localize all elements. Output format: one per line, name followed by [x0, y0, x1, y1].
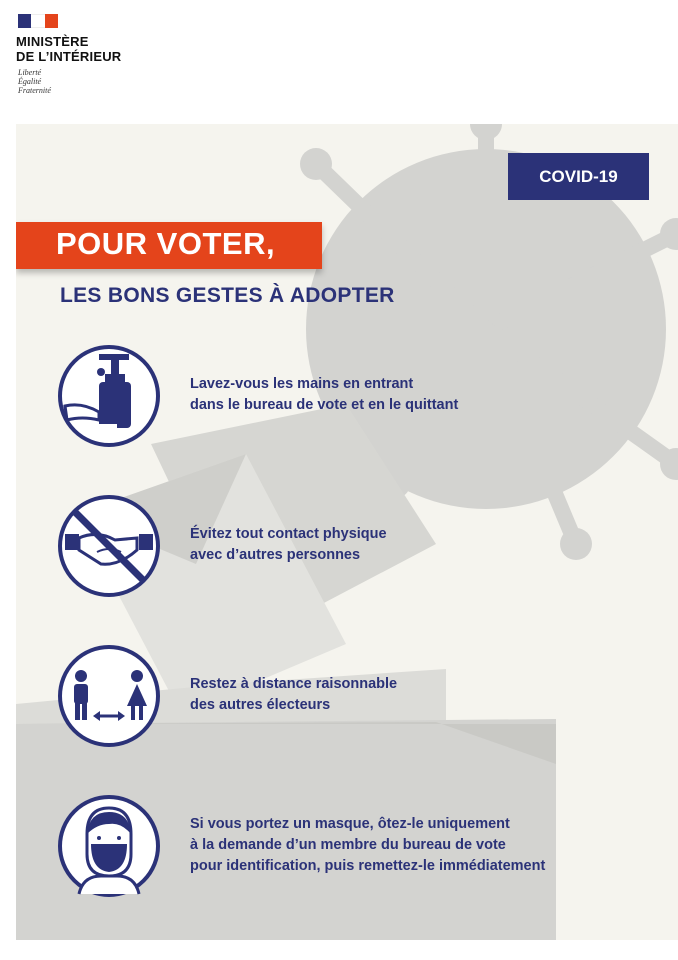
covid-badge: COVID-19: [508, 153, 649, 200]
french-flag-logo: [18, 14, 58, 28]
gesture-text-3: Restez à distance raisonnable des autres électeurs: [190, 676, 398, 713]
motto-line2: Égalité: [18, 77, 42, 86]
poster: [16, 124, 678, 940]
ministry-line1: MINISTÈRE: [16, 34, 89, 49]
ministry-line2: DE L’INTÉRIEUR: [16, 49, 122, 64]
motto-line3: Fraternité: [18, 86, 51, 95]
gesture-text-2: Évitez tout contact physique avec d’autres personnes: [190, 526, 387, 563]
page-subtitle: LES BONS GESTES À ADOPTER: [60, 284, 395, 307]
no-handshake-icon: [57, 494, 161, 598]
motto: [18, 68, 51, 95]
gesture-text-4: Si vous portez un masque, ôtez-le uniquement à la demande d’un membre du bureau de vote pour identification, puis remettez-le immédiatement: [190, 816, 546, 874]
social-distance-icon: [57, 644, 161, 748]
face-mask-icon: [57, 794, 161, 898]
header: [0, 0, 678, 120]
hand-sanitizer-icon: [57, 344, 161, 448]
ministry-name: [16, 34, 121, 64]
page-title: POUR VOTER,: [56, 226, 276, 261]
title-banner: [16, 222, 322, 269]
motto-line1: Liberté: [18, 68, 42, 77]
gesture-text-1: Lavez-vous les mains en entrant dans le bureau de vote et en le quittant: [190, 376, 459, 413]
